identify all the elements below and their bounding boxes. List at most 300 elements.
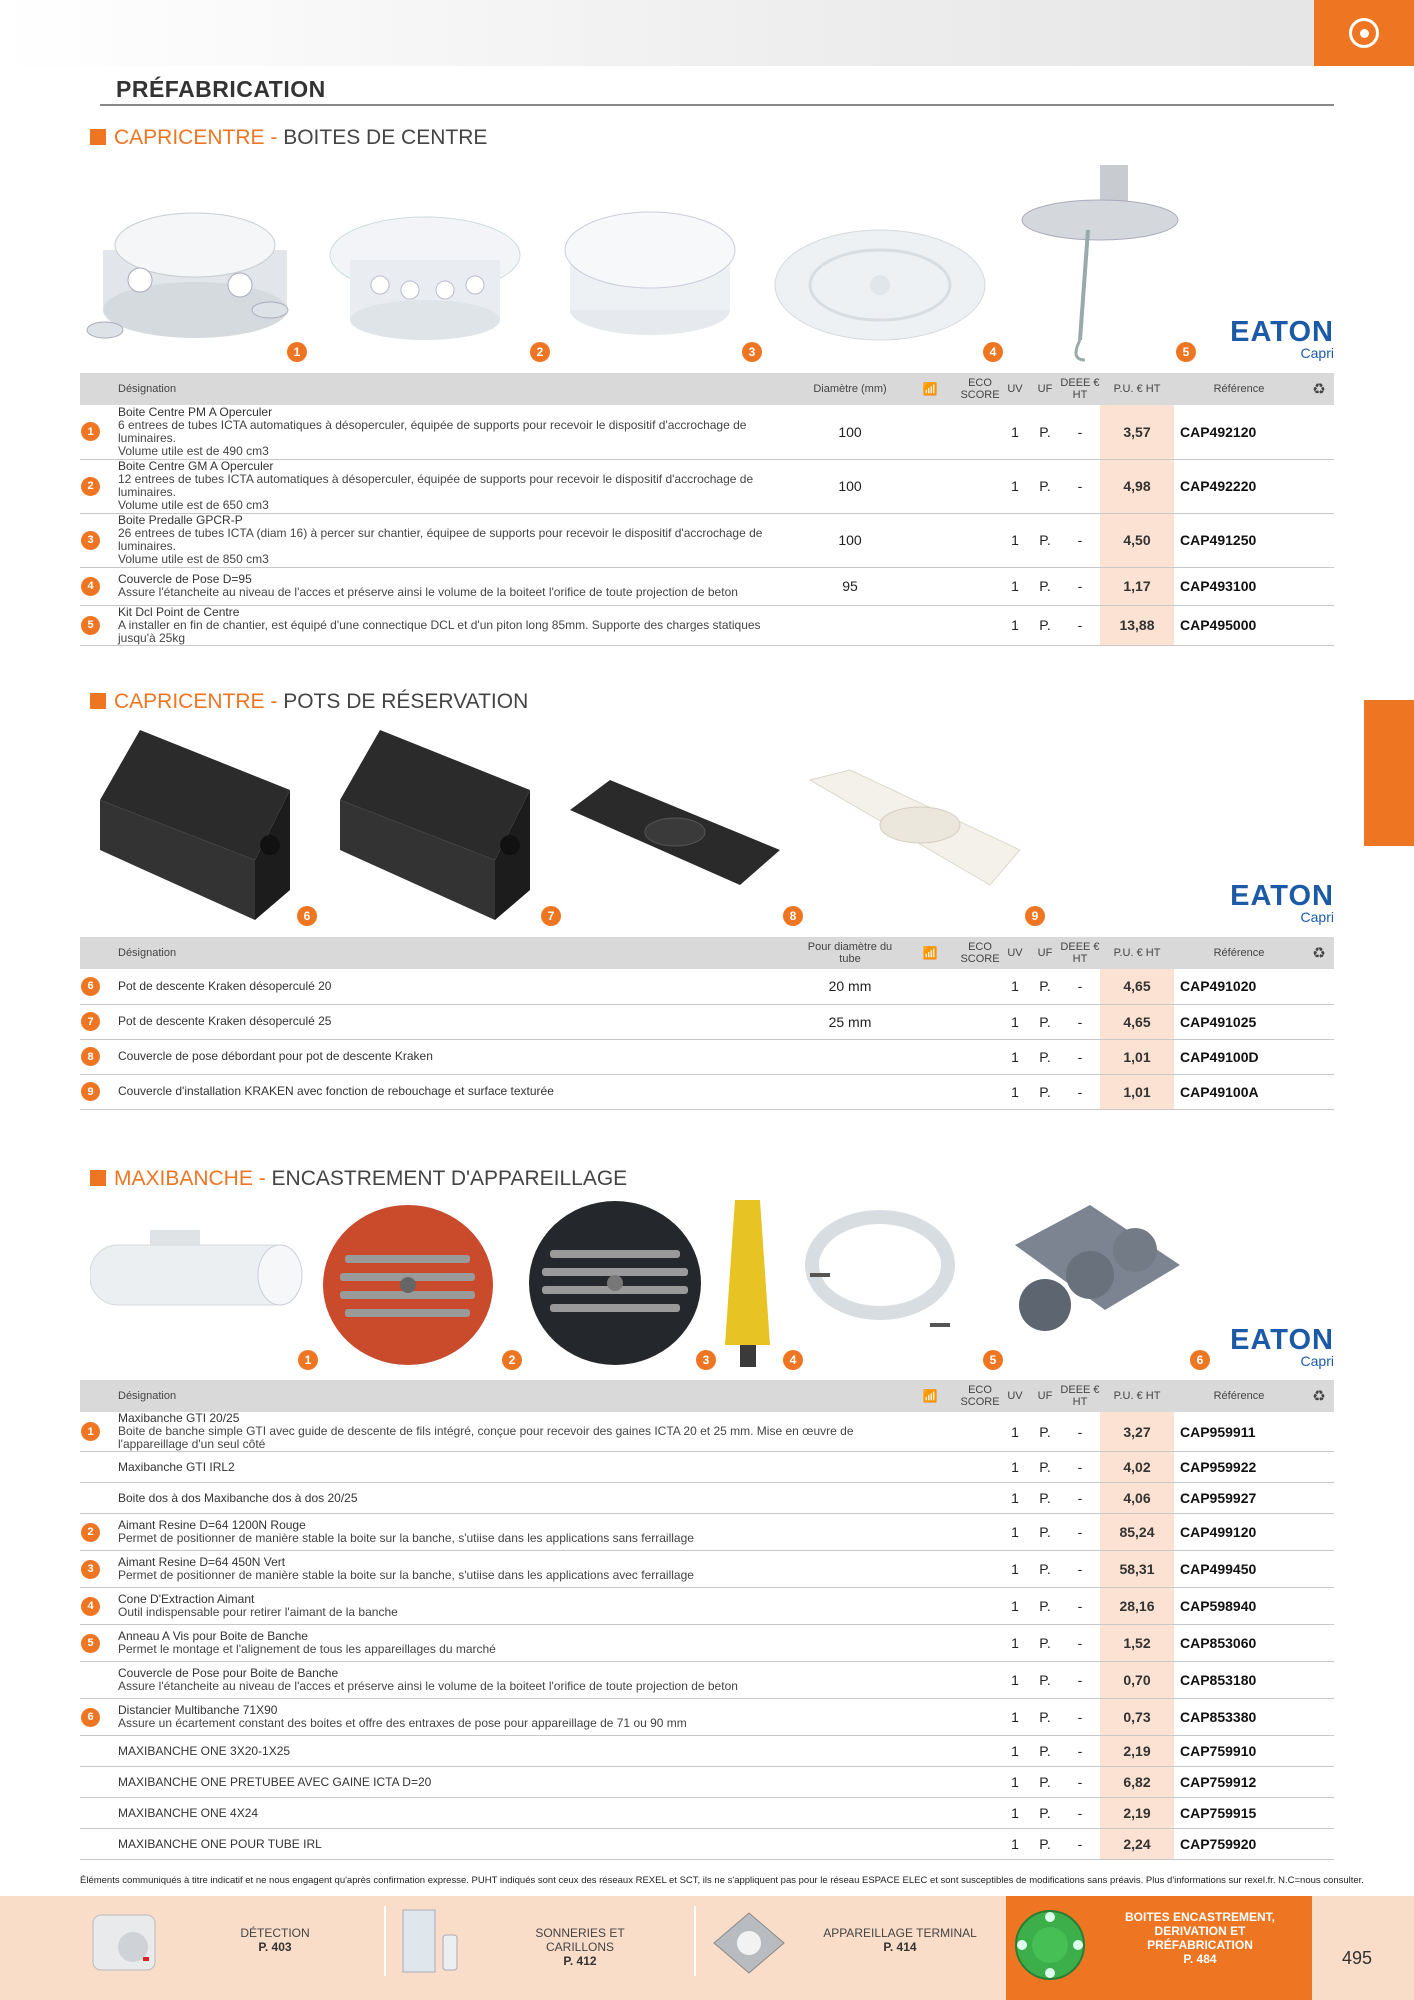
deee-cell: - xyxy=(1060,567,1100,605)
table-maxibanche xyxy=(80,1380,1334,1860)
footer-link-appareillage[interactable]: APPAREILLAGE TERMINAL P. 414 xyxy=(823,1926,977,1954)
col-uv: UV xyxy=(1000,373,1030,405)
price-cell: 4,06 xyxy=(1100,1483,1174,1514)
recycle-cell xyxy=(1304,969,1334,1004)
product-volume: Volume utile est de 650 cm3 xyxy=(118,498,269,512)
uv-cell: 1 xyxy=(1000,1452,1030,1483)
table-row[interactable] xyxy=(80,1004,1334,1039)
recycle-cell xyxy=(1304,513,1334,567)
product-name: Anneau A Vis pour Boite de Banche xyxy=(118,1629,308,1643)
product-image-couvercle-installation xyxy=(810,770,1020,885)
uf-cell: P. xyxy=(1030,1551,1060,1588)
reference-cell: CAP959922 xyxy=(1174,1452,1304,1483)
product-description: Outil indispensable pour retirer l'aimant de la banche xyxy=(118,1605,398,1619)
designation-cell xyxy=(110,1452,900,1483)
reference-cell: CAP759915 xyxy=(1174,1798,1304,1829)
price-cell: 3,57 xyxy=(1100,405,1174,459)
table-pots-reservation xyxy=(80,937,1334,1110)
wifi-cell xyxy=(900,1004,960,1039)
recycle-cell xyxy=(1304,405,1334,459)
recycle-cell xyxy=(1304,1452,1334,1483)
product-badge-4: 4 xyxy=(983,342,1003,362)
uv-cell: 1 xyxy=(1000,1736,1030,1767)
eco-score-cell xyxy=(960,969,1000,1004)
uv-cell: 1 xyxy=(1000,1699,1030,1736)
deee-cell: - xyxy=(1060,1551,1100,1588)
designation-cell xyxy=(110,1798,900,1829)
col-designation: Désignation xyxy=(110,937,800,969)
product-name: Boite Centre GM A Operculer xyxy=(118,459,274,473)
table-row[interactable] xyxy=(80,1039,1334,1074)
table-row[interactable] xyxy=(80,1074,1334,1109)
junction-box-icon xyxy=(1010,1905,1090,1985)
orange-square-icon xyxy=(90,129,106,145)
designation-cell xyxy=(110,405,800,459)
reference-cell: CAP853060 xyxy=(1174,1625,1304,1662)
uf-cell: P. xyxy=(1030,1483,1060,1514)
eco-score-cell xyxy=(960,1074,1000,1109)
uf-cell: P. xyxy=(1030,1736,1060,1767)
product-name: Boite Predalle GPCR-P xyxy=(118,513,243,527)
product-name: MAXIBANCHE ONE PRETUBEE AVEC GAINE ICTA D=20 xyxy=(118,1774,432,1789)
page-number: 495 xyxy=(1342,1948,1373,1968)
uf-cell: P. xyxy=(1030,1625,1060,1662)
wifi-cell xyxy=(900,969,960,1004)
deee-cell: - xyxy=(1060,1039,1100,1074)
product-image-pot-20 xyxy=(100,730,290,920)
reference-cell: CAP491025 xyxy=(1174,1004,1304,1039)
row-number-badge: 6 xyxy=(81,977,100,996)
eco-score-cell xyxy=(960,1829,1000,1860)
uv-cell: 1 xyxy=(1000,1039,1030,1074)
product-description: Permet le montage et l'alignement de tous les appareillages du marché xyxy=(118,1642,496,1656)
uv-cell: 1 xyxy=(1000,405,1030,459)
deee-cell: - xyxy=(1060,1736,1100,1767)
recycle-cell xyxy=(1304,1736,1334,1767)
designation-cell xyxy=(110,1483,900,1514)
col-ref: Référence xyxy=(1174,373,1304,405)
uf-cell: P. xyxy=(1030,1829,1060,1860)
col-uf: UF xyxy=(1030,373,1060,405)
product-volume: Volume utile est de 490 cm3 xyxy=(118,443,269,458)
price-cell: 4,98 xyxy=(1100,459,1174,513)
recycle-cell xyxy=(1304,1662,1334,1699)
table-row[interactable] xyxy=(80,1483,1334,1514)
table-row[interactable] xyxy=(80,1767,1334,1798)
designation-cell xyxy=(110,1736,900,1767)
wifi-icon: 📶 xyxy=(900,937,960,969)
reference-cell: CAP492120 xyxy=(1174,405,1304,459)
designation-cell xyxy=(110,459,800,513)
recycle-cell xyxy=(1304,1412,1334,1452)
wifi-cell xyxy=(900,1452,960,1483)
eco-score-cell xyxy=(960,567,1000,605)
wifi-cell xyxy=(900,1625,960,1662)
product-name: Maxibanche GTI 20/25 xyxy=(118,1411,240,1425)
category-corner-tab[interactable] xyxy=(1314,0,1414,66)
page-title: PRÉFABRICATION xyxy=(116,76,326,102)
uf-cell: P. xyxy=(1030,1588,1060,1625)
uv-cell: 1 xyxy=(1000,1767,1030,1798)
product-image-pot-25 xyxy=(340,730,530,920)
wifi-cell xyxy=(900,405,960,459)
price-cell: 2,19 xyxy=(1100,1798,1174,1829)
reference-cell: CAP492220 xyxy=(1174,459,1304,513)
col-ref: Référence xyxy=(1174,1380,1304,1412)
row-number-badge: 8 xyxy=(81,1047,100,1066)
reference-cell: CAP959911 xyxy=(1174,1412,1304,1452)
uv-cell: 1 xyxy=(1000,1412,1030,1452)
eco-score-cell xyxy=(960,1736,1000,1767)
designation-cell xyxy=(110,1699,900,1736)
eco-score-cell xyxy=(960,1004,1000,1039)
col-deee: DEEE € HT xyxy=(1060,373,1100,405)
product-images-row-2 xyxy=(90,720,1090,920)
product-image-aimant-vert xyxy=(529,1201,701,1365)
product-image-anneau-vis xyxy=(810,1217,950,1325)
wifi-cell xyxy=(900,1767,960,1798)
orange-square-icon xyxy=(90,693,106,709)
product-badge-3: 3 xyxy=(742,342,762,362)
product-badge-6: 6 xyxy=(297,906,317,926)
recycle-icon: ♻ xyxy=(1304,373,1334,405)
product-description: 6 entrees de tubes ICTA automatiques à désoperculer, équipée de supports pour recevoir le dispositif d'accrochage de luminaires. xyxy=(118,417,747,445)
table-row[interactable] xyxy=(80,405,1334,459)
eco-score-cell xyxy=(960,513,1000,567)
product-description: 26 entrees de tubes ICTA (diam 16) à percer sur chantier, équipee de supports pour recevoir le dispositif d'accrochage de luminaires. xyxy=(118,526,763,553)
col-pu: P.U. € HT xyxy=(1100,1380,1174,1412)
section-title-maxibanche: MAXIBANCHE - ENCASTREMENT D'APPAREILLAGE xyxy=(90,1167,627,1191)
wifi-cell xyxy=(900,1798,960,1829)
diameter-cell xyxy=(800,605,900,645)
wifi-cell xyxy=(900,1736,960,1767)
row-number-badge: 3 xyxy=(81,531,100,550)
product-name: Maxibanche GTI IRL2 xyxy=(118,1459,235,1474)
detector-icon xyxy=(88,1905,168,1980)
uv-cell: 1 xyxy=(1000,567,1030,605)
recycle-icon: ♻ xyxy=(1304,937,1334,969)
table-row[interactable] xyxy=(80,1736,1334,1767)
price-cell: 4,50 xyxy=(1100,513,1174,567)
row-number-badge: 7 xyxy=(81,1012,100,1031)
product-image-distancier xyxy=(1015,1205,1180,1331)
deee-cell: - xyxy=(1060,1625,1100,1662)
uv-cell: 1 xyxy=(1000,1798,1030,1829)
product-description: Assure un écartement constant des boites et offre des entraxes de pose pour appareillage de 71 ou 90 mm xyxy=(118,1716,687,1730)
product-name: Boite dos à dos Maxibanche dos à dos 20/25 xyxy=(118,1490,358,1505)
deee-cell: - xyxy=(1060,1412,1100,1452)
wifi-icon: 📶 xyxy=(900,1380,960,1412)
designation-cell xyxy=(110,567,800,605)
diameter-cell: 100 xyxy=(800,405,900,459)
uv-cell: 1 xyxy=(1000,1483,1030,1514)
product-image-kit-dcl xyxy=(1022,165,1178,360)
wifi-cell xyxy=(900,567,960,605)
reference-cell: CAP491020 xyxy=(1174,969,1304,1004)
product-description: Assure l'étancheite au niveau de l'acces et préserve ainsi le volume de la boiteet l'orifice de toute projection de beton xyxy=(118,585,738,599)
product-name: Kit Dcl Point de Centre xyxy=(118,604,240,619)
switch-icon xyxy=(704,1905,794,1980)
price-cell: 6,82 xyxy=(1100,1767,1174,1798)
recycle-cell xyxy=(1304,1039,1334,1074)
uv-cell: 1 xyxy=(1000,969,1030,1004)
designation-cell xyxy=(110,1588,900,1625)
price-cell: 0,73 xyxy=(1100,1699,1174,1736)
wifi-cell xyxy=(900,459,960,513)
deee-cell: - xyxy=(1060,1699,1100,1736)
designation-cell xyxy=(110,1662,900,1699)
uf-cell: P. xyxy=(1030,513,1060,567)
reference-cell: CAP49100A xyxy=(1174,1074,1304,1109)
diameter-cell: 25 mm xyxy=(800,1004,900,1039)
footer-link-boites-encastrement[interactable]: BOITES ENCASTREMENT, DERIVATION ET PRÉFABRICATION P. 484 xyxy=(1124,1910,1275,1966)
product-name: MAXIBANCHE ONE 3X20-1X25 xyxy=(118,1743,291,1758)
uv-cell: 1 xyxy=(1000,1625,1030,1662)
footer-link-detection[interactable]: DÉTECTION P. 403 xyxy=(240,1926,310,1954)
row-number-badge: 5 xyxy=(81,1634,100,1653)
table-row[interactable] xyxy=(80,1412,1334,1452)
col-eco: ECO SCORE xyxy=(960,1380,1000,1412)
uf-cell: P. xyxy=(1030,405,1060,459)
reference-cell: CAP499450 xyxy=(1174,1551,1304,1588)
deee-cell: - xyxy=(1060,1452,1100,1483)
uf-cell: P. xyxy=(1030,1452,1060,1483)
deee-cell: - xyxy=(1060,1767,1100,1798)
product-name: Couvercle de pose débordant pour pot de descente Kraken xyxy=(118,1049,433,1063)
price-cell: 58,31 xyxy=(1100,1551,1174,1588)
uf-cell: P. xyxy=(1030,1662,1060,1699)
reference-cell: CAP853380 xyxy=(1174,1699,1304,1736)
diameter-cell: 20 mm xyxy=(800,969,900,1004)
recycle-cell xyxy=(1304,1767,1334,1798)
product-badge-1: 1 xyxy=(287,342,307,362)
table-row[interactable] xyxy=(80,1588,1334,1625)
footnote-disclaimer: Éléments communiqués à titre indicatif et ne nous engagent qu'après confirmation expresse. PUHT indiqués sont ceux des réseaux REXEL et SCT, ils ne s'appliquent pas pour le réseau ESPACE ELEC et sont susceptibles de modifications sans préavis. Plus d'informations sur rexel.fr. N.C=nous consulter. xyxy=(80,1875,1364,1886)
eco-score-cell xyxy=(960,1412,1000,1452)
product-badge-1b: 1 xyxy=(298,1350,318,1370)
eco-score-cell xyxy=(960,1452,1000,1483)
col-designation: Désignation xyxy=(110,1380,900,1412)
product-image-boite-pm xyxy=(87,213,288,338)
recycle-cell xyxy=(1304,1004,1334,1039)
designation-cell xyxy=(110,1074,800,1109)
product-badge-6b: 6 xyxy=(1190,1350,1210,1370)
table-row[interactable] xyxy=(80,1551,1334,1588)
table-row[interactable] xyxy=(80,459,1334,513)
title-divider xyxy=(100,104,1334,106)
reference-cell: CAP495000 xyxy=(1174,605,1304,645)
wifi-cell xyxy=(900,1514,960,1551)
eco-score-cell xyxy=(960,1551,1000,1588)
designation-cell xyxy=(110,1412,900,1452)
row-number-badge: 2 xyxy=(81,1523,100,1542)
side-chapter-tab[interactable] xyxy=(1364,700,1414,846)
section-title-pots-reservation: CAPRICENTRE - POTS DE RÉSERVATION xyxy=(90,690,528,714)
wifi-cell xyxy=(900,1699,960,1736)
reference-cell: CAP759920 xyxy=(1174,1829,1304,1860)
product-description: Permet de positionner de manière stable la boite sur la banche, s'utiise dans les applications avec ferraillage xyxy=(118,1568,694,1582)
uf-cell: P. xyxy=(1030,1699,1060,1736)
recycle-cell xyxy=(1304,1625,1334,1662)
deee-cell: - xyxy=(1060,1514,1100,1551)
product-image-aimant-rouge xyxy=(323,1205,493,1365)
row-number-badge: 1 xyxy=(81,1422,100,1441)
table-row[interactable] xyxy=(80,1798,1334,1829)
recycle-cell xyxy=(1304,567,1334,605)
table-row[interactable] xyxy=(80,1699,1334,1736)
product-image-boite-gm xyxy=(330,217,520,340)
deee-cell: - xyxy=(1060,969,1100,1004)
product-name: Aimant Resine D=64 450N Vert xyxy=(118,1555,286,1569)
price-cell: 4,02 xyxy=(1100,1452,1174,1483)
table-row[interactable] xyxy=(80,1662,1334,1699)
uf-cell: P. xyxy=(1030,1514,1060,1551)
product-image-boite-predalle xyxy=(565,212,735,335)
product-badge-4b: 4 xyxy=(783,1350,803,1370)
eco-score-cell xyxy=(960,605,1000,645)
price-cell: 1,01 xyxy=(1100,1039,1174,1074)
product-volume: Volume utile est de 850 cm3 xyxy=(118,552,269,566)
eco-score-cell xyxy=(960,1039,1000,1074)
reference-cell: CAP959927 xyxy=(1174,1483,1304,1514)
product-image-couvercle-kraken xyxy=(570,780,780,885)
recycle-cell xyxy=(1304,1514,1334,1551)
reference-cell: CAP499120 xyxy=(1174,1514,1304,1551)
product-name: Couvercle d'installation KRAKEN avec fonction de rebouchage et surface texturée xyxy=(118,1084,554,1098)
designation-cell xyxy=(110,1514,900,1551)
eco-score-cell xyxy=(960,1588,1000,1625)
row-number-badge: 2 xyxy=(81,477,100,496)
uf-cell: P. xyxy=(1030,1039,1060,1074)
product-badge-5: 5 xyxy=(1176,342,1196,362)
col-deee: DEEE € HT xyxy=(1060,1380,1100,1412)
recycle-cell xyxy=(1304,459,1334,513)
footer-link-sonneries[interactable]: SONNERIES ET CARILLONS P. 412 xyxy=(535,1926,625,1968)
eco-score-cell xyxy=(960,1662,1000,1699)
product-images-row-1 xyxy=(80,160,1180,370)
deee-cell: - xyxy=(1060,1662,1100,1699)
table-row[interactable] xyxy=(80,1514,1334,1551)
wifi-cell xyxy=(900,1662,960,1699)
product-badge-9: 9 xyxy=(1025,906,1045,926)
table-row[interactable] xyxy=(80,1452,1334,1483)
uf-cell: P. xyxy=(1030,1074,1060,1109)
product-badge-5b: 5 xyxy=(983,1350,1003,1370)
price-cell: 13,88 xyxy=(1100,605,1174,645)
reference-cell: CAP759912 xyxy=(1174,1767,1304,1798)
row-number-badge: 4 xyxy=(81,577,100,596)
row-number-badge: 3 xyxy=(81,1560,100,1579)
col-uv: UV xyxy=(1000,937,1030,969)
product-name: Pot de descente Kraken désoperculé 20 xyxy=(118,978,332,993)
reference-cell: CAP493100 xyxy=(1174,567,1304,605)
designation-cell xyxy=(110,1039,800,1074)
wifi-cell xyxy=(900,1412,960,1452)
deee-cell: - xyxy=(1060,1588,1100,1625)
table-row[interactable] xyxy=(80,1829,1334,1860)
product-badge-2: 2 xyxy=(530,342,550,362)
uf-cell: P. xyxy=(1030,1412,1060,1452)
col-diametre: Diamètre (mm) xyxy=(800,373,900,405)
row-number-badge: 9 xyxy=(81,1082,100,1101)
table-boites-centre xyxy=(80,373,1334,646)
row-number-badge: 1 xyxy=(81,422,100,441)
uf-cell: P. xyxy=(1030,567,1060,605)
col-pu: P.U. € HT xyxy=(1100,937,1174,969)
wifi-cell xyxy=(900,1483,960,1514)
uf-cell: P. xyxy=(1030,1798,1060,1829)
designation-cell xyxy=(110,969,800,1004)
price-cell: 1,01 xyxy=(1100,1074,1174,1109)
uv-cell: 1 xyxy=(1000,1514,1030,1551)
wifi-cell xyxy=(900,1074,960,1109)
table-row[interactable] xyxy=(80,605,1334,645)
table-row[interactable] xyxy=(80,567,1334,605)
table-row[interactable] xyxy=(80,969,1334,1004)
product-image-maxibanche-gti xyxy=(90,1230,302,1305)
deee-cell: - xyxy=(1060,1483,1100,1514)
deee-cell: - xyxy=(1060,405,1100,459)
col-uv: UV xyxy=(1000,1380,1030,1412)
eco-score-cell xyxy=(960,405,1000,459)
diameter-cell xyxy=(800,1074,900,1109)
col-eco: ECO SCORE xyxy=(960,937,1000,969)
reference-cell: CAP853180 xyxy=(1174,1662,1304,1699)
recycle-cell xyxy=(1304,1551,1334,1588)
recycle-cell xyxy=(1304,1829,1334,1860)
uv-cell: 1 xyxy=(1000,1074,1030,1109)
product-description: 12 entrees de tubes ICTA automatiques à désoperculer, équipée de supports pour recevoir le dispositif d'accrochage de luminaires. xyxy=(118,472,754,499)
product-badge-7: 7 xyxy=(541,906,561,926)
col-deee: DEEE € HT xyxy=(1060,937,1100,969)
diameter-cell: 95 xyxy=(800,567,900,605)
recycle-cell xyxy=(1304,1483,1334,1514)
table-row[interactable] xyxy=(80,513,1334,567)
row-number-badge: 6 xyxy=(81,1708,100,1727)
eco-score-cell xyxy=(960,1798,1000,1829)
deee-cell: - xyxy=(1060,1829,1100,1860)
col-pour-diametre: Pour diamètre du tube xyxy=(800,937,900,969)
product-image-couvercle-pose xyxy=(775,230,985,340)
deee-cell: - xyxy=(1060,1798,1100,1829)
uv-cell: 1 xyxy=(1000,1829,1030,1860)
top-banner xyxy=(0,0,1414,66)
diameter-cell: 100 xyxy=(800,459,900,513)
price-cell: 0,70 xyxy=(1100,1662,1174,1699)
price-cell: 85,24 xyxy=(1100,1514,1174,1551)
wifi-icon: 📶 xyxy=(900,373,960,405)
price-cell: 4,65 xyxy=(1100,1004,1174,1039)
recycle-cell xyxy=(1304,1798,1334,1829)
section-title-boites-centre: CAPRICENTRE - BOITES DE CENTRE xyxy=(90,126,487,150)
designation-cell xyxy=(110,1625,900,1662)
product-images-row-3 xyxy=(90,1195,1190,1375)
uv-cell: 1 xyxy=(1000,605,1030,645)
deee-cell: - xyxy=(1060,459,1100,513)
col-pu: P.U. € HT xyxy=(1100,373,1174,405)
eco-score-cell xyxy=(960,1699,1000,1736)
product-name: Distancier Multibanche 71X90 xyxy=(118,1703,278,1717)
recycle-cell xyxy=(1304,1588,1334,1625)
product-description: A installer en fin de chantier, est équipé d'une connectique DCL et d'un piton long 85mm. Supporte des charges statiques jusqu'à 25kg xyxy=(118,617,761,645)
table-row[interactable] xyxy=(80,1625,1334,1662)
deee-cell: - xyxy=(1060,605,1100,645)
eaton-logo: EATON Capri xyxy=(1230,1324,1334,1369)
product-name: Couvercle de Pose D=95 xyxy=(118,572,252,586)
product-description: Permet de positionner de manière stable la boite sur la banche, s'utiise dans les applications sans ferraillage xyxy=(118,1531,694,1545)
eco-score-cell xyxy=(960,1625,1000,1662)
designation-cell xyxy=(110,1767,900,1798)
